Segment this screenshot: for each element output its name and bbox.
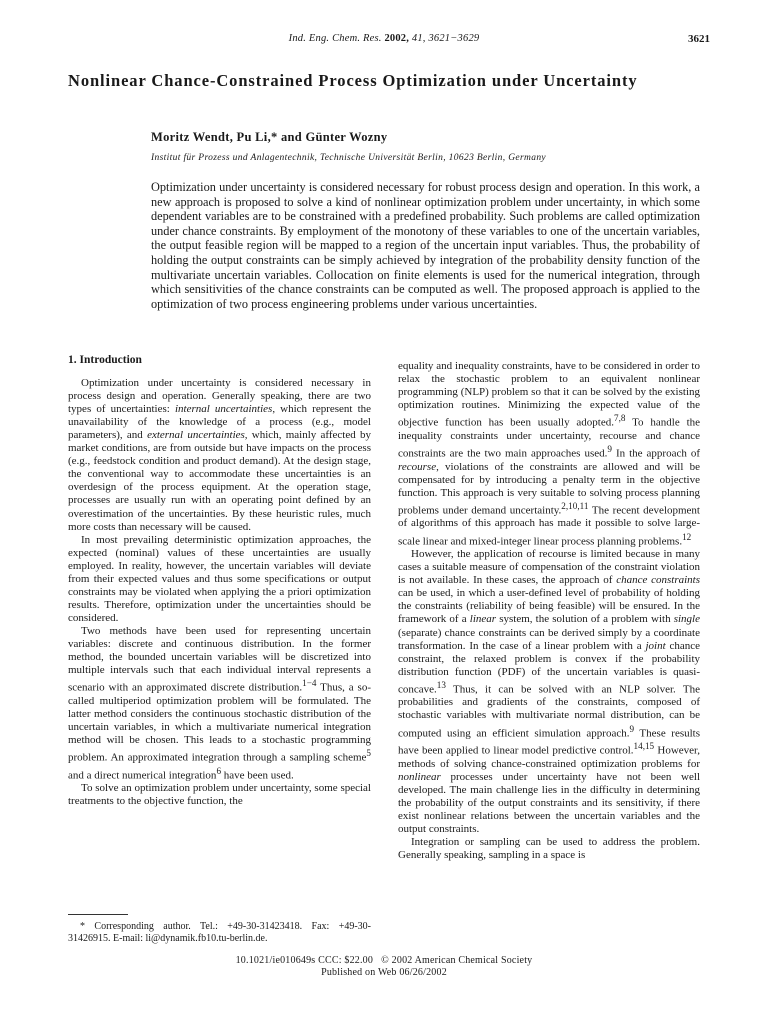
affiliation: Institut für Prozess und Anlagentechnik, Technische Universität Berlin, 10623 Berlin, Germany	[151, 153, 547, 163]
footnote-divider	[68, 914, 128, 915]
article-title: Nonlinear Chance-Constrained Process Optimization under Uncertainty	[68, 71, 638, 90]
journal-volume: 41,	[411, 33, 426, 44]
paragraph: However, the application of recourse is limited because in many cases a suitable measure of compensation of the constraint violation is not available. In these cases, the approach of chance constraints can be used, in which a user-defined level of probability of holding the constraints (reliability of being feasible) will be ensured. In the framework of a linear system, the solution of a problem with single (separate) chance constraints can be derived simply by a coordinate transformation. In the case of a linear problem with a joint chance constraint, the relaxed problem is convex if the probability distribution function (PDF) of the uncertain variables is quasi-concave.$^{13}$ Thus, it can be solved with an NLP solver. The probabilities and gradients of the constraints, composed of stochastic variables with multivariate normal distribution, can be computed using an efficient simulation approach.$^9$ These results have been applied to linear model predictive control.$^{14,15}$ However, methods of solving chance-constrained optimization problems for nonlinear processes under uncertainty have not been well developed. The main challenge lies in the difficulty in determining the probability of the output constraints and its sensitivity, if there exist nonlinear relations between the uncertain variables and the output constraints.	[398, 548, 700, 836]
paragraph: In most prevailing deterministic optimization approaches, the expected (nominal) values of these uncertainties are usually employed. In reality, however, the uncertain variables will deviate from their expected values and thus some specifications or output constraints may be violated when applying the a priori optimization results. Therefore, optimization under the uncertainties should be considered.	[68, 533, 371, 624]
section-heading: 1. Introduction	[68, 354, 142, 366]
right-column	[398, 360, 700, 862]
corresponding-author-footnote: * Corresponding author. Tel.: +49-30-31423418. Fax: +49-30-31426915. E-mail: li@dynamik.fb10.tu-berlin.de.	[68, 921, 371, 944]
journal-year: 2002,	[384, 33, 410, 44]
paragraph: equality and inequality constraints, have to be considered in order to relax the stochastic problem to an equivalent nonlinear programming (NLP) problem so that it can be solved by the existing optimization routines. Minimizing the expected value of the objective function has been usually adopted.$^{7,8}$ To handle the inequality constraints under uncertainty, recourse and chance constraints are the two main approaches used.$^9$ In the approach of recourse, violations of the constraints are allowed and will be compensated for by introducing a penalty term in the objective function. This approach is very suitable to solving process planning problems under demand uncertainty.$^{2,10,11}$ The recent development of algorithms of this approach has made it possible to solve large-scale linear and mixed-integer linear process planning problems.$^{12}$	[398, 360, 701, 548]
publication-date-line: Published on Web 06/26/2002	[321, 967, 447, 978]
paragraph: Optimization under uncertainty is considered necessary in process design and operation. Generally speaking, there are two types of uncertainties: internal uncertainties, which represent the unavailability of the knowledge of a process (e.g., model parameters), and external uncertainties, which, mainly affected by market conditions, are from outside but have impacts on the process (e.g., feedstock condition and product demand). At the design stage, the conventional way to accommodate these uncertainties is an overdesign of the process equipment. At the operation stage, processes are usually run with an operating point defined by an overestimation of the uncertainties. By these heuristic rules, much more costs than necessary will be caused.	[68, 377, 372, 533]
page-number: 3621	[688, 33, 710, 45]
doi-copyright-line: 10.1021/ie010649s CCC: $22.00 © 2002 American Chemical Society	[235, 955, 533, 966]
abstract: Optimization under uncertainty is considered necessary for robust process design and operation. In this work, a new approach is proposed to solve a kind of nonlinear optimization problem under uncertainty, in which some dependent variables are to be constrained with a predefined probability. Such problems are called optimization under chance constraints. By employment of the monotony of these variables to one of the uncertain variables, the output feasible region will be mapped to a region of the uncertain input variables. Thus, the probability of holding the output constraints can be simply achieved by integration of the probability density function of the multivariate uncertain variables. Collocation on finite elements is used for the numerical integration, through which sensitivities of the chance constraints can be computed as well. The proposed approach is applied to the optimization of two process engineering problems under various uncertainties.	[151, 180, 700, 311]
journal-abbrev: Ind. Eng. Chem. Res.	[288, 33, 382, 44]
author-list: Moritz Wendt, Pu Li,* and Günter Wozny	[151, 130, 388, 144]
paragraph: Two methods have been used for representing uncertain variables: discrete and continuous distribution. In the former method, the bounded uncertain variables will be discretized into multiple intervals such that each individual interval represents a scenario with an approximated discrete distribution.$^{1-4}$ Thus, a so-called multiperiod optimization problem will be formulated. The latter method considers the continuous stochastic distribution of the uncertain variables, in which a multivariate numerical integration method will be chosen. This leads to a stochastic programming problem. An approximated integration through a sampling scheme$^5$ and a direct numerical integration$^6$ have been used.	[68, 624, 371, 782]
paragraph: To solve an optimization problem under uncertainty, some special treatments to the objective function, the	[68, 782, 371, 808]
running-header	[0, 33, 768, 47]
page-footer	[0, 955, 768, 979]
journal-pages: 3621−3629	[428, 33, 480, 44]
paragraph: Integration or sampling can be used to address the problem. Generally speaking, sampling in a space is	[398, 836, 700, 862]
journal-citation	[0, 33, 768, 44]
left-column	[68, 354, 371, 809]
